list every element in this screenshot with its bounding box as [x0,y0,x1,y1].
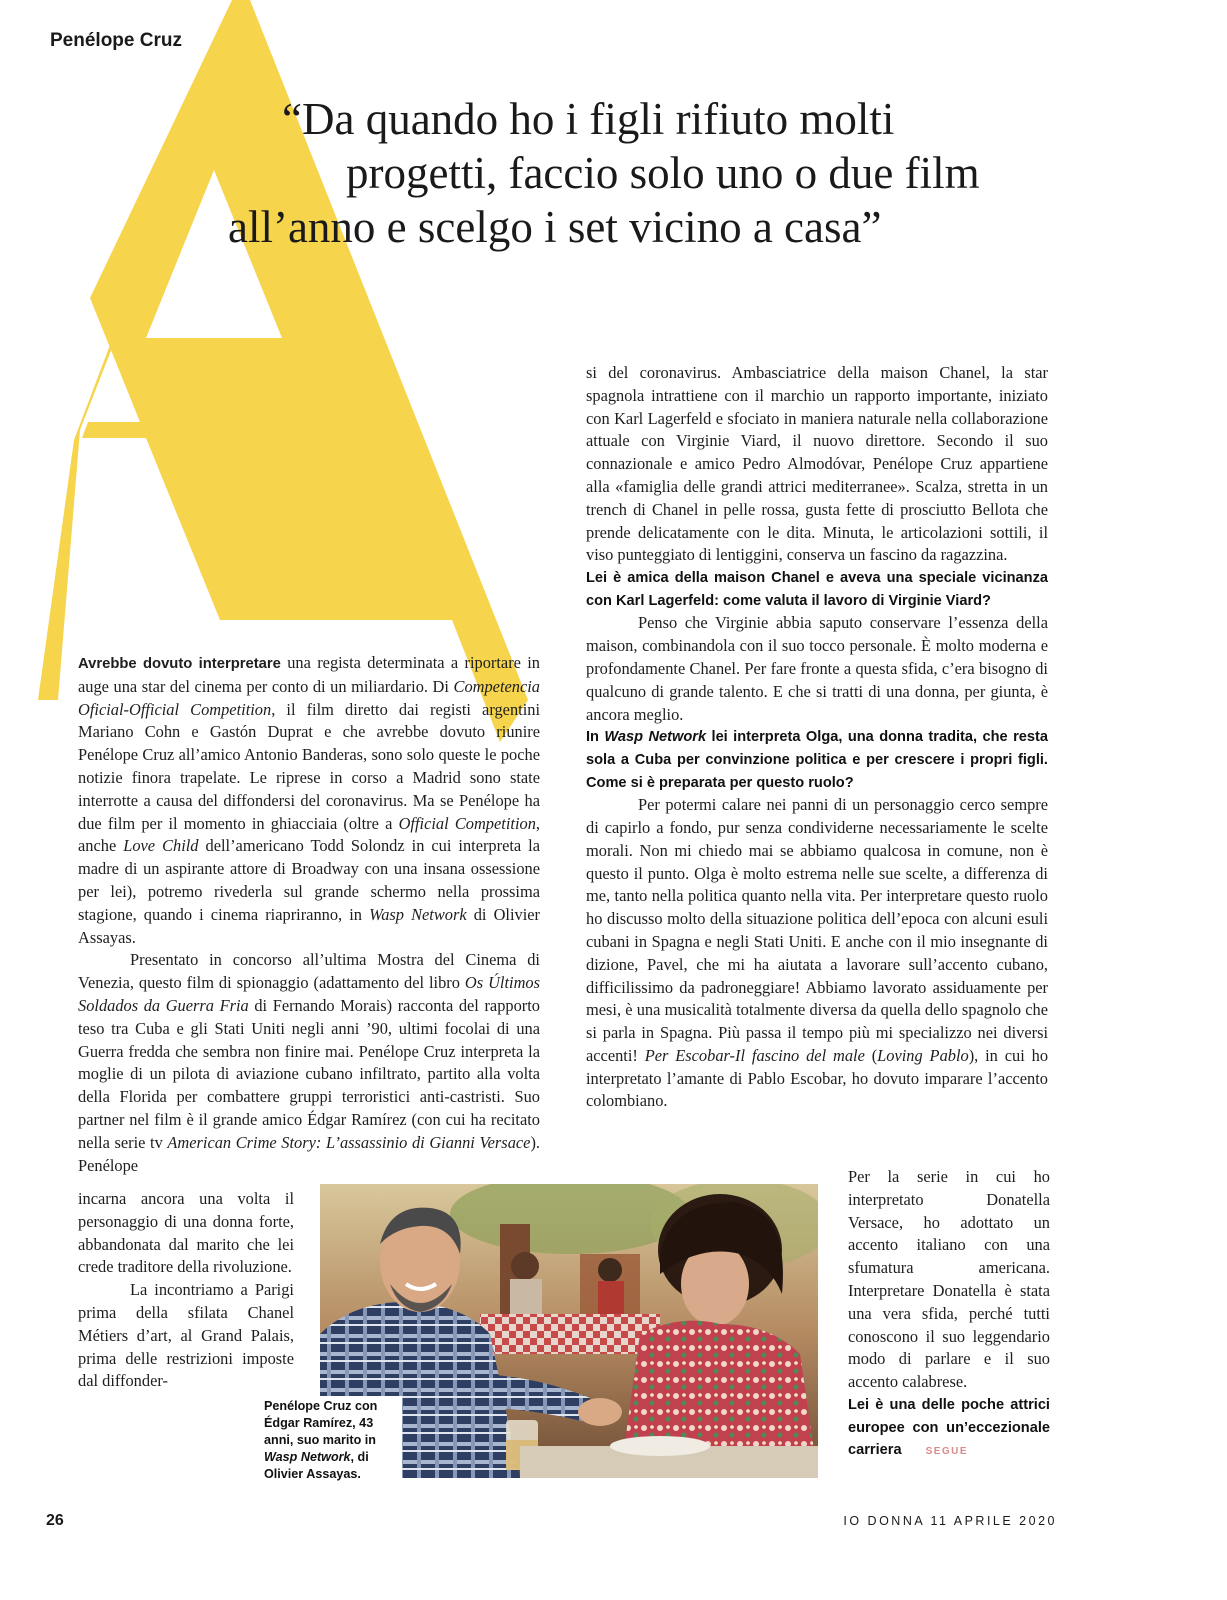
text-run: , di Olivier Assayas. [264,1450,369,1481]
text-run: Per potermi calare nei panni di un personaggio cerco sempre di capirlo a fondo, pur senza condividerne necessariamente le scelte morali. Non mi chiedo mai se abbiamo qualcosa in comune, non è questo il punto. Olga è molto estrema nelle sue scelte, a differenza di me, tanto nella politica quanto nella vita. Per interpretare questo ruolo ho discusso molto della situazione politica dell’epoca con alcuni esuli cubani in Spagna e negli Stati Uniti. E anche con il mio insegnante di dizione, Pavel, che mi ha aiutata a lavorare sull’accento cubano, difficilissimo da padroneggiare! Abbiamo lavorato assiduamente per mesi, è una musicalità totalmente diversa da quella dello spagnolo che si parla in Spagna. Più passa il tempo più mi specializzo nei diversi accenti! [586,795,1048,1065]
pull-quote-line-2: progetti, faccio solo uno o due film [346,148,980,198]
text-run: In [586,729,605,746]
text-run: Presentato in concorso all’ultima Mostra del Cinema di Venezia, questo film di spionaggio (adattamento del libro [78,950,540,993]
film-title: Love Child [123,836,199,856]
text-run: Lei è una delle poche attrici europee con un’eccezionale carriera [848,1396,1050,1459]
section-label: Penélope Cruz [50,30,182,51]
text-run: , anche [78,813,540,856]
page-number: 26 [46,1512,64,1529]
interview-answer-1: Penso che Virginie abbia saputo conservare l’essenza della maison, combinandola con il suo tocco personale. È molto moderna e profondamente Chanel. Per fare fronte a questa sfida, c’era bisogno di qualcuno di grande talento. E che si tratti di una donna, per giunta, è ancora meglio. [586,613,1048,724]
text-run: una regista determinata a riportare in auge una star del cinema per conto di un miliardario. Di [78,653,540,696]
film-title: Wasp Network [604,729,707,746]
article-paragraph-3: La incontriamo a Parigi prima della sfilata Chanel Métiers d’art, al Grand Palais, prima delle restrizioni imposte dal diffonder- [78,1280,294,1391]
film-title: Loving Pablo [877,1045,969,1065]
pull-quote-line-1: “Da quando ho i figli rifiuto molti [282,94,895,144]
book-title: Os Últimos Soldados da Guerra Fria [78,973,540,1015]
text-run: lei interpreta Olga, una donna tradita, che resta sola a Cuba per convinzione politica e per crescere i propri figli. Come si è preparata per questo ruolo? [586,729,1048,791]
interview-answer-2-end: Per la serie in cui ho interpretato Donatella Versace, ho adottato un accento italiano con una sfumatura americana. Interpretare Donatella è stata una vera sfida, perché tutti conoscono il suo leggendario modo di parlare e il suo accento calabrese. [848,1167,1050,1392]
film-title: Wasp Network [264,1450,351,1464]
magazine-footer: IO DONNA 11 APRILE 2020 [843,1514,1057,1528]
film-title: Per Escobar-Il fascino del male [644,1045,865,1065]
left-narrow-column [78,1188,294,1393]
article-paragraph-2 [78,949,540,1177]
left-column [78,652,540,1177]
text-run: ( [864,1045,878,1065]
lead-in: Avrebbe dovuto interpretare [78,656,281,672]
interview-question-1: Lei è amica della maison Chanel e aveva una speciale vicinanza con Karl Lagerfeld: come valuta il lavoro di Virginie Viard? [586,570,1048,609]
interview-question-2 [586,726,1048,794]
right-column [586,362,1048,1113]
interview-question-3 [848,1394,1050,1464]
text-run: di Olivier Assayas. [78,904,541,947]
film-title: Competencia Oficial-Official Competition [78,676,540,719]
right-narrow-column [848,1166,1050,1464]
text-run: di Fernando Morais) racconta del rapporto teso tra Cuba e gli Stati Uniti negli anni ’90, ultimi focolai di una Guerra fredda che sembra non finire mai. Penélope Cruz interpreta la moglie di un pilota di aviazione cubano infiltrato, partito alla volta della Florida per combattere gruppi terroristici anti-castristi. Suo partner nel film è il grande amico Édgar Ramírez (con cui ha recitato nella serie tv [78,995,541,1152]
pull-quote [220,92,1080,254]
article-paragraph-continued: si del coronavirus. Ambasciatrice della maison Chanel, la star spagnola intrattiene con il marchio un rapporto importante, iniziato con Karl Lagerfeld e sfociato in maniera naturale nella collaborazione attuale con Virginie Viard, il nuovo direttore. Secondo il suo connazionale e amico Pedro Almodóvar, Penélope Cruz appartiene alla «famiglia delle grandi attrici mediterranee». Scalza, stretta in un trench di Chanel in pelle rossa, gusta fette di prosciutto Bellota che prende delicatamente con le dita. Minuta, le articolazioni sottili, il viso punteggiato di lentiggini, conserva un fascino da ragazzina. [586,363,1048,565]
photo-caption [258,1396,402,1489]
article-paragraph-2-end: incarna ancora una volta il personaggio di una donna forte, abbandonata dal marito che lei crede traditore della rivoluzione. [78,1189,294,1277]
text-run: ), in cui ho interpretato l’amante di Pablo Escobar, ho dovuto imparare l’accento colombiano. [586,1045,1049,1111]
pull-quote-line-3: all’anno e scelgo i set vicino a casa” [228,202,882,252]
film-title: Official Competition [398,813,536,833]
text-run: ). Penélope [78,1132,540,1175]
text-run: , il film diretto dai registi argentini Mariano Cohn e Gastón Duprat e che avrebbe dovuto riunire Penélope Cruz all’amico Antonio Banderas, sono solo queste le poche notizie finora trapelate. Le riprese in corso a Madrid sono state interrotte a causa del diffondersi del coronavirus. Ma se Penélope ha due film per il momento in ghiacciaia (oltre a [78,699,541,833]
text-run: Penélope Cruz con Édgar Ramírez, 43 anni, suo marito in [264,1399,378,1447]
article-paragraph-1 [78,652,540,949]
film-title: Wasp Network [369,904,467,924]
series-title: American Crime Story: L’assassinio di Gianni Versace [167,1132,531,1152]
continued-marker: SEGUE [925,1446,969,1458]
text-run: dell’americano Todd Solondz in cui interpreta la madre di un aspirante attore di Broadway con una insana ossessione per lei), potremo rivederla sul grande schermo nella prossima stagione, quando i cinema riapriranno, in [78,836,541,924]
interview-answer-2 [586,794,1048,1113]
